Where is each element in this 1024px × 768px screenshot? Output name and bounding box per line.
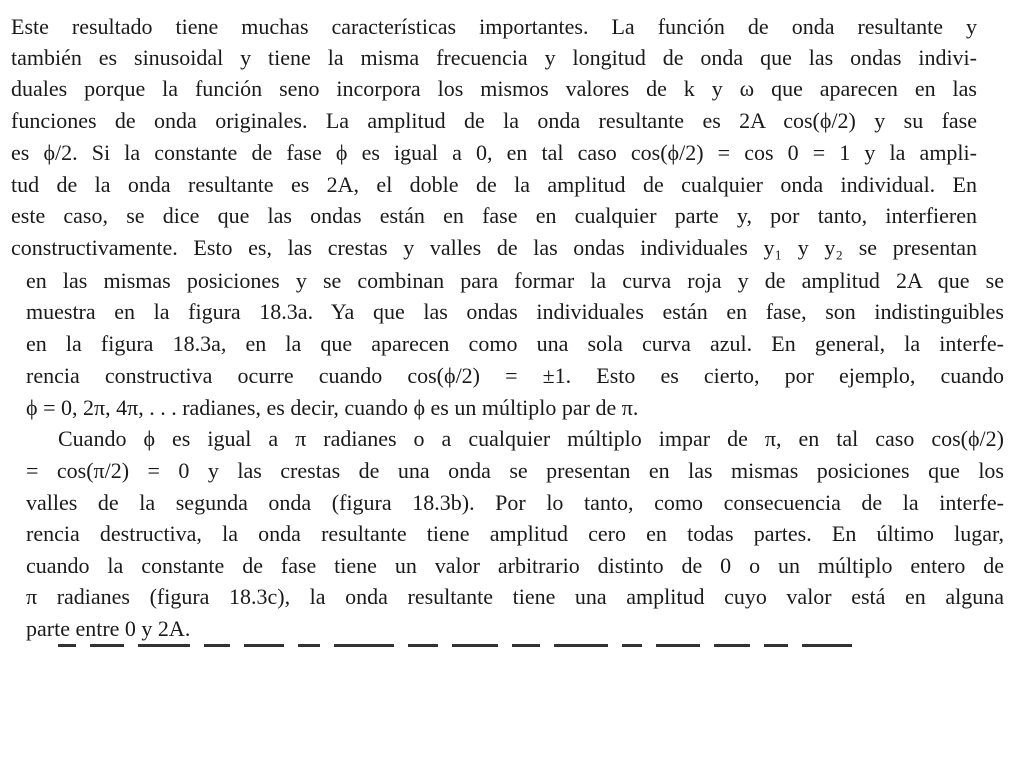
text-line: Cuando ϕ es igual a π radianes o a cualquier múltiplo impar de π, en tal caso cos(ϕ/2) [58, 426, 1004, 451]
cropped-text-line [58, 640, 978, 650]
text-line: en las mismas posiciones y se combinan para formar la curva roja y de amplitud 2A que se [26, 268, 1004, 293]
text-line: en la figura 18.3a, en la que aparecen como una sola curva azul. En general, la interfe- [26, 331, 1004, 356]
text-line: Este resultado tiene muchas características importantes. La función de onda resultante y [11, 14, 977, 39]
text-line: ϕ = 0, 2π, 4π, . . . radianes, es decir, cuando ϕ es un múltiplo par de π. [26, 395, 639, 420]
text-line: valles de la segunda onda (figura 18.3b). Por lo tanto, como consecuencia de la interfe- [26, 490, 1004, 515]
text-line: cuando la constante de fase tiene un valor arbitrario distinto de 0 o un múltiplo entero de [26, 553, 1004, 578]
text-line: también es sinusoidal y tiene la misma frecuencia y longitud de onda que las ondas indivi- [11, 45, 977, 70]
text-line: rencia destructiva, la onda resultante tiene amplitud cero en todas partes. En último lugar, [26, 521, 1004, 546]
text-line: tud de la onda resultante es 2A, el doble de la amplitud de cualquier onda individual. En [11, 172, 977, 197]
text-line: = cos(π/2) = 0 y las crestas de una onda se presentan en las mismas posiciones que los [26, 458, 1004, 483]
text-line: parte entre 0 y 2A. [26, 616, 191, 641]
text-line: muestra en la figura 18.3a. Ya que las ondas individuales están en fase, son indistinguibles [26, 299, 1004, 324]
text-line: constructivamente. Esto es, las crestas y valles de las ondas individuales y₁ y y₂ se presentan [11, 235, 977, 260]
text-line: este caso, se dice que las ondas están en fase en cualquier parte y, por tanto, interfieren [11, 203, 977, 228]
text-line: funciones de onda originales. La amplitud de la onda resultante es 2A cos(ϕ/2) y su fase [11, 108, 977, 133]
text-line: π radianes (figura 18.3c), la onda resultante tiene una amplitud cuyo valor está en alguna [26, 584, 1004, 609]
text-line: duales porque la función seno incorpora los mismos valores de k y ω que aparecen en las [11, 76, 977, 101]
text-line: rencia constructiva ocurre cuando cos(ϕ/2) = ±1. Esto es cierto, por ejemplo, cuando [26, 363, 1004, 388]
text-line: es ϕ/2. Si la constante de fase ϕ es igual a 0, en tal caso cos(ϕ/2) = cos 0 = 1 y la ampli- [11, 140, 977, 165]
